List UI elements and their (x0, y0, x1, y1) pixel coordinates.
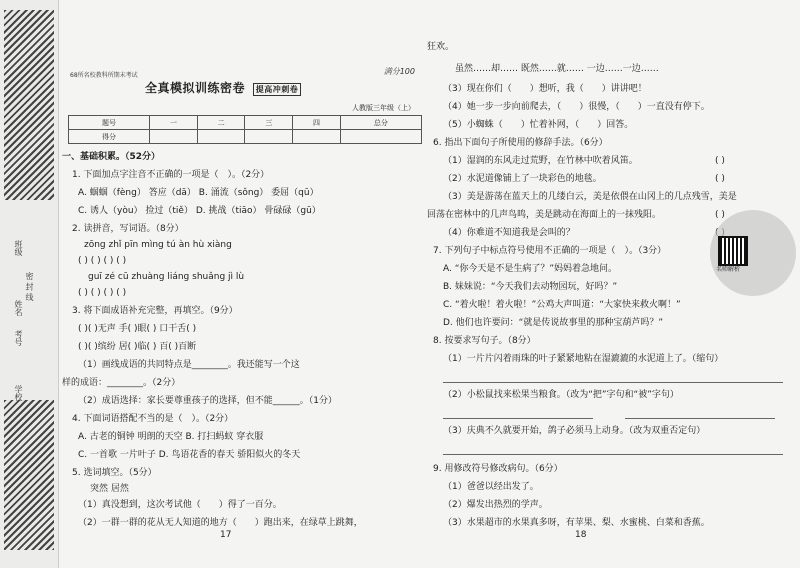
score-table (68, 115, 422, 144)
question-line: 狂欢。 (427, 42, 455, 52)
section-heading: 一、基础积累。（52分） (62, 152, 161, 162)
question-line: （2）一群一群的花从无人知道的地方（ ）跑出来，在绿草上跳舞， (78, 518, 363, 528)
score-table-header-row (69, 116, 422, 130)
question-line: （5）小蜘蛛（ ）忙着补网，（ ）回答。 (443, 120, 634, 130)
series-score: 满分100 (383, 67, 415, 76)
option-line: A. 古老的铜钟 明朗的天空 B. 打扫蚂蚁 穿衣服 (78, 432, 264, 442)
answer-paren: ( ) (715, 156, 725, 166)
question-line: （2）成语选择：家长要尊重孩子的选择，但不能______。（1分） (78, 396, 337, 406)
score-cell: 得分 (69, 130, 150, 144)
answer-blank-line: ( ) ( ) ( ) ( ) (78, 256, 127, 266)
question-line: 9. 用修改符号修改病句。（6分） (433, 464, 563, 474)
score-cell (293, 130, 341, 144)
pinyin-line: guī zé cū zhuàng liáng shuǎng jì lù (88, 272, 245, 282)
binding-pattern-top (4, 10, 54, 200)
question-line: 5. 选词填空。（5分） (72, 468, 157, 478)
question-line: 1. 下面加点字注音不正确的一项是（ ）。（2分） (72, 170, 270, 180)
question-line: （1）湿润的东风走过荒野，在竹林中吹着风笛。 (443, 156, 638, 166)
question-line: （3）水果超市的水果真多呀，有苹果、梨、水蜜桃、白菜和香蕉。 (443, 518, 710, 528)
binding-seal-text: 密 封 线 (25, 272, 34, 302)
page-number-right: 18 (575, 530, 587, 540)
left-page (60, 0, 425, 568)
option-line: D. 他们也许要问：“就是传说故事里的那种宝葫芦吗？” (443, 318, 663, 328)
score-cell: 题号 (69, 116, 150, 130)
option-line: B. 妹妹说：“今天我们去动物园玩，好吗？” (443, 282, 618, 292)
edition-label: 人教版三年级（上） (352, 104, 415, 112)
answer-paren: ( ) (715, 210, 725, 220)
question-line: 6. 指出下面句子所使用的修辞手法。（6分） (433, 138, 608, 148)
option-line: A. 蝈蝈（fèng） 答应（dā） B. 涌流（sǒng） 委屈（qū） (78, 188, 319, 198)
option-line: A. “你今天是不是生病了？”妈妈着急地问。 (443, 264, 618, 274)
question-line: 8. 按要求写句子。（8分） (433, 336, 536, 346)
binding-label-school: 学校 (14, 385, 23, 401)
score-cell (197, 130, 245, 144)
answer-underline (443, 418, 593, 419)
binding-label-class: 班级 (14, 240, 23, 256)
word-choices: 虽然……却…… 既然……就…… 一边……一边…… (455, 64, 659, 74)
score-cell (340, 130, 421, 144)
question-line: 7. 下列句子中标点符号使用不正确的一项是（ ）。（3分） (433, 246, 667, 256)
question-line: 回荡在密林中的几声鸟鸣，美是跳动在海面上的一抹残阳。 (427, 210, 662, 220)
question-line: 样的成语：________。（2分） (62, 378, 181, 388)
question-line: （3）现在你们（ ）想听，我（ ）讲讲吧！ (443, 84, 647, 94)
page-number-left: 17 (220, 530, 232, 540)
answer-blank-line: ( ) ( ) ( ) ( ) (78, 288, 127, 298)
binding-label-exam-no: 考号 (14, 330, 23, 346)
exam-title-tag: 提高冲刺卷 (253, 83, 302, 96)
question-line: （1）画线成语的共同特点是________。我还能写一个这 (78, 360, 300, 370)
idiom-line: ( )( )无声 手( )眼( ) 口干舌( ) (78, 324, 197, 334)
question-line: （3）庆典不久就要开始，鸽子必须马上动身。（改为双重否定句） (443, 426, 706, 436)
answer-underline (443, 382, 783, 383)
question-line: （1）真没想到，这次考试他（ ）得了一百分。 (78, 500, 282, 510)
question-line: （1）一片片闪着雨珠的叶子紧紧地粘在湿漉漉的水泥道上了。（缩句） (443, 354, 724, 364)
exam-title-text: 全真模拟训练密卷 (145, 81, 246, 95)
question-line: 4. 下面词语搭配不当的是（ ）。（2分） (72, 414, 234, 424)
answer-underline (625, 418, 775, 419)
question-line: （2）爆发出热烈的学声。 (443, 500, 548, 510)
question-line: （3）美是游荡在蓝天上的几缕白云，美是依偎在山冈上的几点残雪，美是 (443, 192, 737, 202)
binding-pattern-bottom (4, 400, 54, 550)
question-line: （2）小松鼠找来松果当粮食。（改为“把”字句和“被”字句） (443, 390, 679, 400)
option-line: C. 诱人（yòu） 捡过（tiě） D. 挑战（tiāo） 骨碌碌（gū） (78, 206, 321, 216)
answer-paren: ( ) (715, 174, 725, 184)
question-line: 2. 读拼音，写词语。（8分） (72, 224, 184, 234)
score-cell (245, 130, 293, 144)
score-cell: 三 (245, 116, 293, 130)
exam-title (145, 79, 301, 96)
option-line: C. 一首歌 一片叶子 D. 鸟语花香的春天 骄阳似火的冬天 (78, 450, 301, 460)
idiom-line: ( )( )缤纷 居( )临( ) 百( )百断 (78, 342, 197, 352)
answer-underline (443, 454, 783, 455)
score-cell (150, 130, 198, 144)
question-line: （4）你难道不知道我是会叫的？ (443, 228, 575, 238)
question-line: 3. 将下面成语补充完整，再填空。（9分） (72, 306, 238, 316)
qr-code-icon[interactable] (718, 236, 748, 266)
question-line: （4）她一步一步向前爬去，（ ）很慢，（ ）一直没有停下。 (443, 102, 710, 112)
score-cell: 四 (293, 116, 341, 130)
score-cell: 二 (197, 116, 245, 130)
series-note: 68所名校教科所期末考试 (70, 72, 138, 79)
score-table-score-row (69, 130, 422, 144)
word-choices: 突然 居然 (90, 484, 129, 494)
pinyin-line: zōng zhǐ pīn mìng tú àn hù xiàng (84, 240, 232, 250)
score-cell: 总分 (340, 116, 421, 130)
binding-label-name: 姓名 (14, 300, 23, 316)
binding-margin (0, 0, 59, 568)
score-cell: 一 (150, 116, 198, 130)
question-line: （1）爸爸以经出发了。 (443, 482, 539, 492)
option-line: C. “着火啦！着火啦！”公鸡大声叫道：“大家快来救火啊！” (443, 300, 681, 310)
qr-code-label: 名师解析 (716, 266, 741, 273)
question-line: （2）水泥道像铺上了一块彩色的地毯。 (443, 174, 602, 184)
